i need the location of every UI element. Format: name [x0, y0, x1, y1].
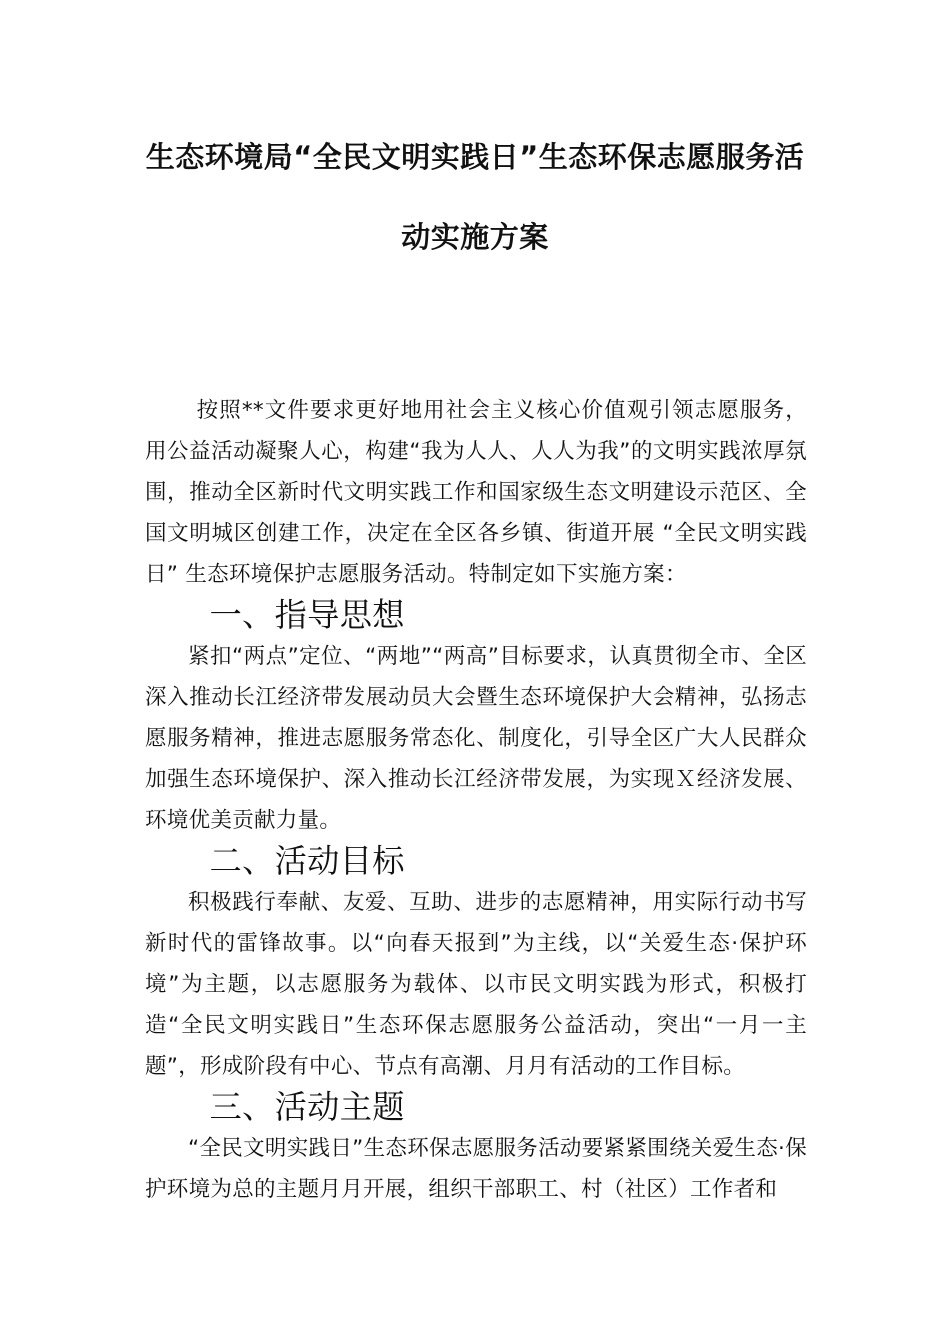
intro-paragraph: 按照**文件要求更好地用社会主义核心价值观引领志愿服务，用公益活动凝聚人心，构建“我为人人、人人为我”的文明实践浓厚氛围，推动全区新时代文明实践工作和国家级生态文明建设示范区、全国文明城区创建工作，决定在全区各乡镇、街道开展 “全民文明实践日” 生态环境保护志愿服务活动。特制定如下实施方案：	[145, 398, 807, 587]
document-title-line-1: 生态环境局“全民文明实践日”生态环保志愿服务活	[145, 140, 805, 174]
section-heading-activity-goals: 二、活动目标	[209, 842, 405, 880]
section-heading-guiding-ideology: 一、指导思想	[209, 596, 405, 634]
section-paragraph-guiding-ideology: 紧扣“两点”定位、“两地”“两高”目标要求，认真贯彻全市、全区深入推动长江经济带发展动员大会暨生态环境保护大会精神，弘扬志愿服务精神，推进志愿服务常态化、制度化，引导全区广大人民群众加强生态环境保护、深入推动长江经济带发展，为实现Ｘ经济发展、环境优美贡献力量。	[145, 644, 807, 833]
section-paragraph-activity-goals: 积极践行奉献、友爱、互助、进步的志愿精神，用实际行动书写新时代的雷锋故事。以“向春天报到”为主线，以“关爱生态·保护环境”为主题，以志愿服务为载体、以市民文明实践为形式，积极打造“全民文明实践日”生态环保志愿服务公益活动，突出“一月一主题”，形成阶段有中心、节点有高潮、月月有活动的工作目标。	[145, 890, 807, 1079]
section-heading-activity-theme: 三、活动主题	[209, 1088, 405, 1126]
document-title-line-2: 动实施方案	[401, 220, 549, 254]
document-body	[145, 390, 807, 1210]
section-paragraph-activity-theme: “全民文明实践日”生态环保志愿服务活动要紧紧围绕关爱生态·保护环境为总的主题月月开展，组织干部职工、村（社区）工作者和	[145, 1136, 807, 1202]
